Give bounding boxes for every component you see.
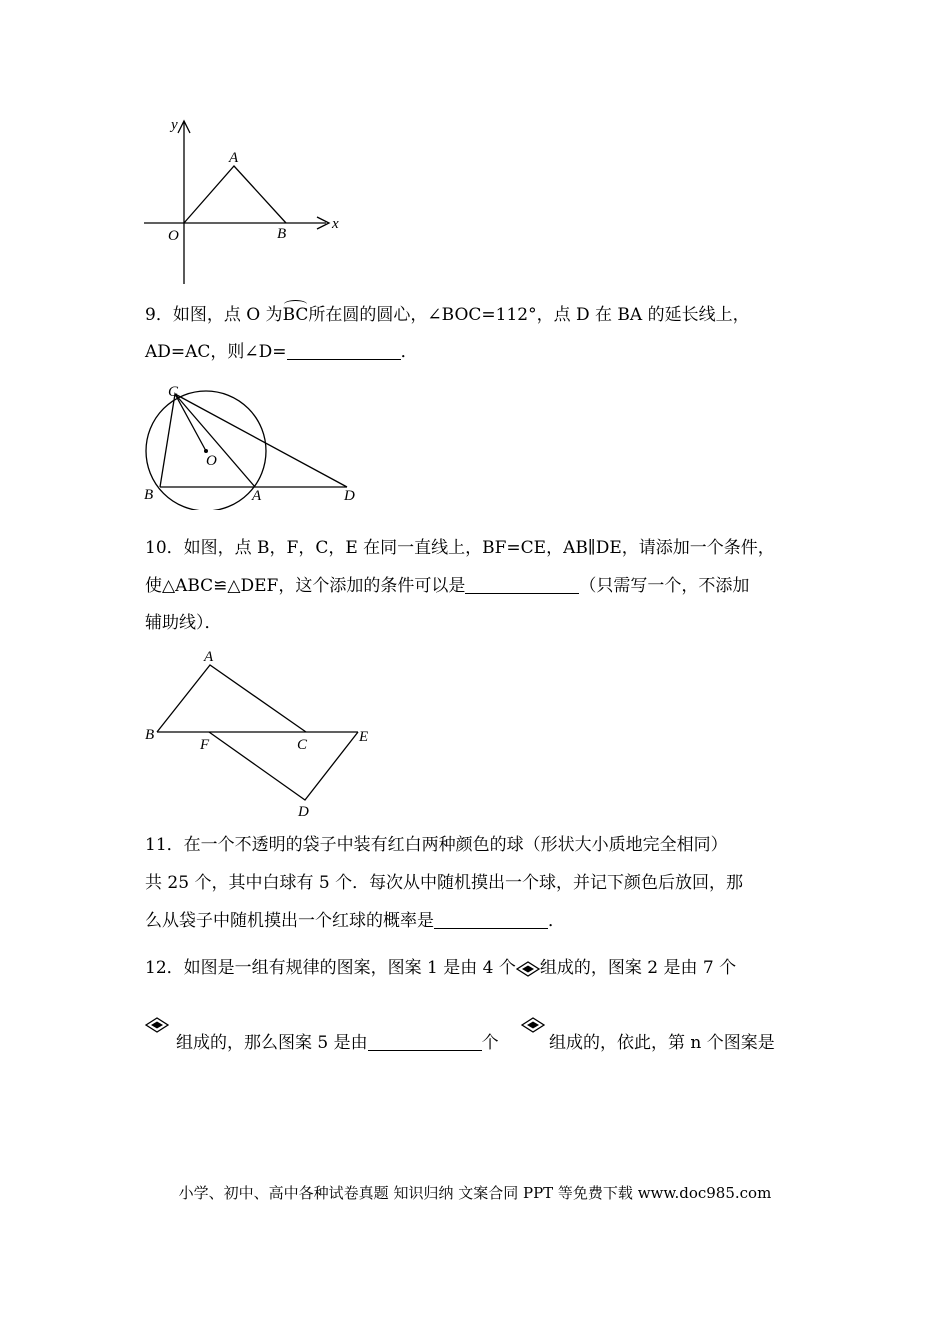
diamond-icon [145,1017,169,1033]
q9-line1: 9．如图，点 O 为BC所在圆的圆心，∠BOC=112°，点 D 在 BA 的延长线上， [145,305,750,325]
q11-line3: 么从袋子中随机摸出一个红球的概率是 ． [145,911,565,931]
label-x: x [332,216,339,232]
label-B: B [145,727,155,743]
label-B: B [144,487,154,503]
q12-line2a: 组成的，那么图案 5 是由 个 [176,1033,499,1053]
answer-blank-q10[interactable] [465,575,579,594]
q9-line2: AD=AC，则∠D= ． [145,342,418,362]
label-A: A [252,488,262,504]
q11-line2: 共 25 个，其中白球有 5 个．每次从中随机摸出一个球，并记下颜色后放回，那 [145,873,744,893]
diamond-icon [521,1017,545,1033]
q10-line1: 10．如图，点 B，F，C，E 在同一直线上，BF=CE，AB∥DE，请添加一个条件， [145,538,775,558]
label-E: E [359,729,369,745]
label-y: y [171,117,178,133]
q10-line3: 辅助线）． [145,613,222,633]
label-F: F [200,737,210,753]
label-O: O [206,453,217,469]
label-O: O [168,228,179,244]
arc-bc: BC [282,305,309,325]
coordinate-figure [140,112,350,287]
diamond-icon [516,961,540,977]
answer-blank-q12[interactable] [368,1032,482,1051]
q11-line1: 11．在一个不透明的袋子中装有红白两种颜色的球（形状大小质地完全相同） [145,835,728,855]
q10-line2: 使△ABC≌△DEF，这个添加的条件可以是 （只需写一个，不添加 [145,576,750,596]
label-D: D [344,488,355,504]
label-B: B [277,226,287,242]
footer-text: 小学、初中、高中各种试卷真题 知识归纳 文案合同 PPT 等免费下载 www.doc985.com [178,1184,772,1202]
triangles-figure [140,645,380,825]
q12-line1: 12．如图是一组有规律的图案，图案 1 是由 4 个 组成的，图案 2 是由 7 个 [145,958,737,978]
label-A: A [229,150,239,166]
label-D: D [298,804,309,820]
label-A: A [204,649,214,665]
answer-blank-q11[interactable] [434,910,548,929]
label-C: C [168,384,179,400]
circle-figure [138,380,368,510]
q12-line2c: 组成的，依此，第 n 个图案是 [549,1033,775,1053]
answer-blank-q9[interactable] [287,341,401,360]
label-C: C [297,737,308,753]
